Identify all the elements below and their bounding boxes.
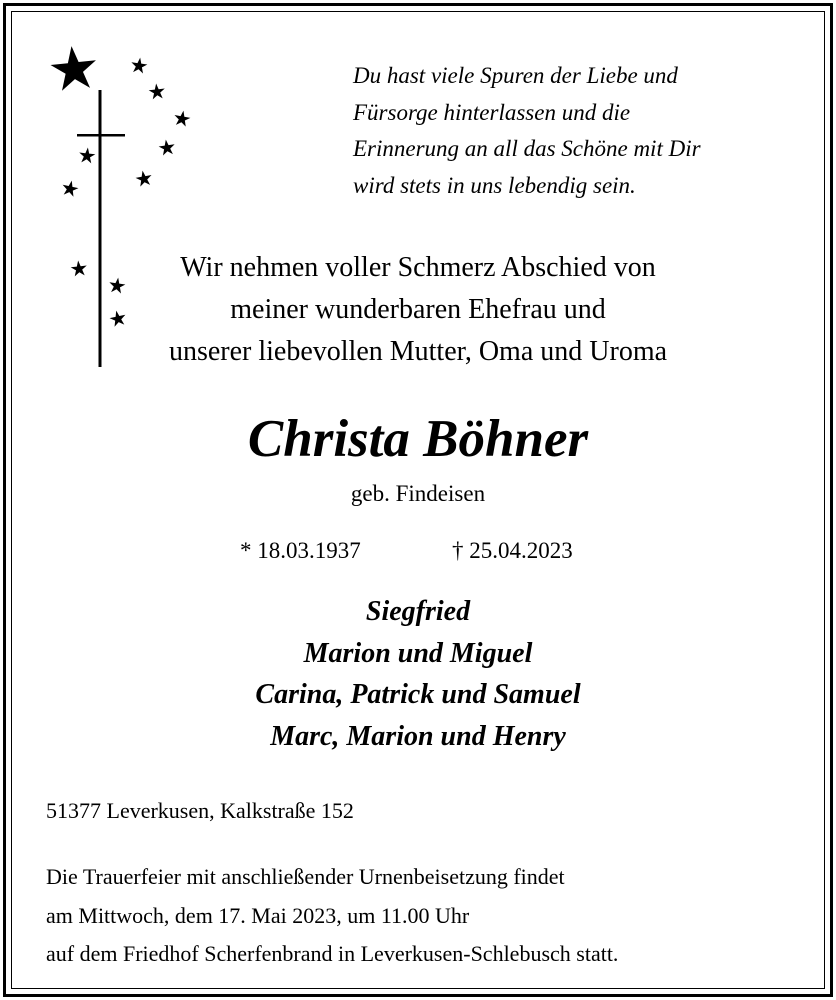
intro-line: meiner wunderbaren Ehefrau und [230, 294, 606, 325]
memorial-quote [353, 58, 813, 204]
intro-line: Wir nehmen voller Schmerz Abschied von [180, 252, 656, 283]
star-icon [173, 109, 192, 127]
quote-line: Fürsorge hinterlassen und die [353, 99, 631, 125]
service-line: am Mittwoch, dem 17. Mai 2023, um 11.00 Uhr [46, 902, 470, 928]
star-icon [61, 179, 80, 197]
star-icon [148, 83, 166, 100]
star-icon [78, 147, 96, 164]
quote-line: Du hast viele Spuren der Liebe und [353, 63, 678, 88]
funeral-service-info [46, 858, 806, 974]
quote-line: Erinnerung an all das Schöne mit Dir [353, 136, 701, 161]
star-icon [70, 260, 88, 277]
mourner-line: Marc, Marion und Henry [270, 720, 566, 752]
star-icon [158, 138, 176, 155]
family-address: 51377 Leverkusen, Kalkstraße 152 [46, 798, 354, 823]
death-date: † 25.04.2023 [452, 538, 573, 563]
birth-date: * 18.03.1937 [240, 538, 361, 563]
star-icon [135, 169, 154, 187]
mourners-list [0, 591, 836, 757]
star-icon [130, 56, 148, 73]
maiden-name: geb. Findeisen [350, 481, 486, 506]
farewell-intro [110, 247, 726, 373]
deceased-name: Christa Böhner [247, 410, 589, 468]
service-line: auf dem Friedhof Scherfenbrand in Leverkusen-Schlebusch statt. [46, 941, 619, 966]
service-line: Die Trauerfeier mit anschließender Urnenbeisetzung findet [46, 864, 565, 889]
intro-line: unserer liebevollen Mutter, Oma und Uroma [168, 336, 668, 367]
mourner-line: Marion und Miguel [303, 637, 533, 669]
mourner-line: Siegfried [365, 596, 471, 627]
star-icon [49, 44, 99, 92]
quote-line: wird stets in uns lebendig sein. [353, 172, 636, 198]
mourner-line: Carina, Patrick und Samuel [255, 679, 581, 710]
